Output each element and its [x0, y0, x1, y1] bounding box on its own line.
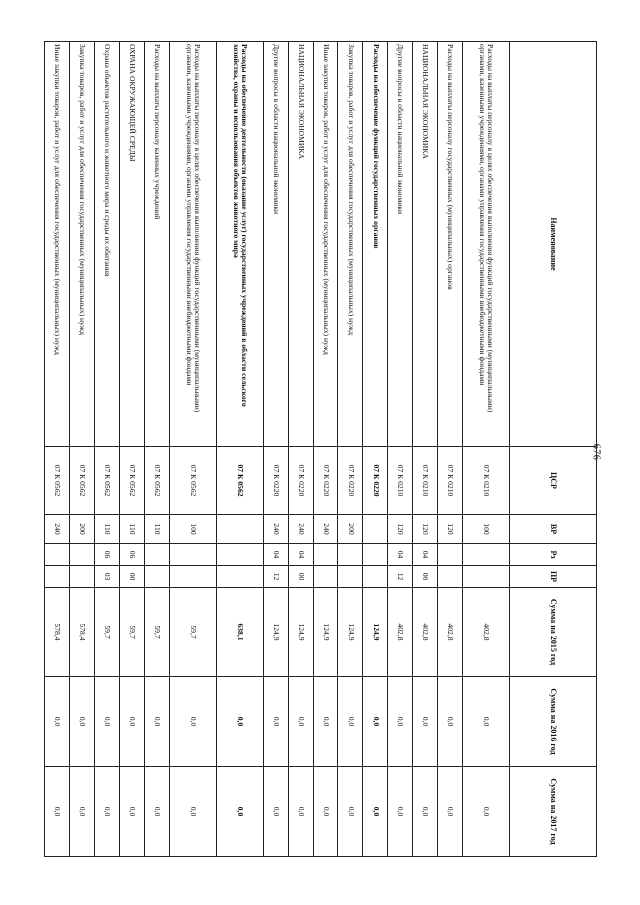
amount-2017-cell: 0,0 — [144, 766, 169, 856]
rz-cell — [216, 543, 263, 565]
vr-cell: 110 — [144, 514, 169, 543]
amount-2015-cell: 402,8 — [437, 587, 462, 676]
table-row — [119, 41, 144, 856]
amount-2015-cell: 578,4 — [44, 587, 69, 676]
vr-cell: 110 — [94, 514, 119, 543]
pr-cell: 12 — [387, 565, 412, 587]
pr-cell — [337, 565, 362, 587]
csr-cell: 07 К 0210 — [412, 446, 437, 514]
table-row — [94, 41, 119, 856]
table-body — [44, 41, 509, 856]
table-row — [169, 41, 216, 856]
csr-cell: 07 К 0562 — [216, 446, 263, 514]
amount-2017-cell: 0,0 — [362, 766, 387, 856]
rz-cell — [337, 543, 362, 565]
pr-cell — [462, 565, 509, 587]
name-cell: Расходы на выплаты персоналу государственных (муниципальных) органов — [437, 41, 462, 446]
name-cell: Расходы на выплаты персоналу казенных учреждений — [144, 41, 169, 446]
amount-2016-cell: 0,0 — [387, 676, 412, 766]
rz-cell: 06 — [119, 543, 144, 565]
name-cell: Охрана объектов растительного и животного мира и среды их обитания — [94, 41, 119, 446]
table-row — [313, 41, 338, 856]
pr-cell — [216, 565, 263, 587]
pr-cell: 00 — [288, 565, 313, 587]
name-cell: НАЦИОНАЛЬНАЯ ЭКОНОМИКА — [412, 41, 437, 446]
amount-2015-cell: 59,7 — [144, 587, 169, 676]
amount-2017-cell: 0,0 — [337, 766, 362, 856]
rz-cell — [144, 543, 169, 565]
rz-cell — [462, 543, 509, 565]
pr-cell — [44, 565, 69, 587]
vr-cell: 100 — [169, 514, 216, 543]
vr-cell: 100 — [462, 514, 509, 543]
pr-cell — [437, 565, 462, 587]
pr-cell — [313, 565, 338, 587]
pr-cell: 00 — [412, 565, 437, 587]
amount-2015-cell: 124,9 — [313, 587, 338, 676]
header-vr: ВР — [509, 514, 596, 543]
amount-2017-cell: 0,0 — [387, 766, 412, 856]
amount-2016-cell: 0,0 — [169, 676, 216, 766]
amount-2017-cell: 0,0 — [288, 766, 313, 856]
rz-cell: 04 — [288, 543, 313, 565]
amount-2015-cell: 124,9 — [337, 587, 362, 676]
name-cell: Иные закупки товаров, работ и услуг для обеспечения государственных (муниципальных) нужд — [44, 41, 69, 446]
amount-2016-cell: 0,0 — [216, 676, 263, 766]
rotated-table-container — [44, 41, 597, 856]
budget-table — [44, 41, 597, 857]
csr-cell: 07 К 0562 — [144, 446, 169, 514]
rz-cell — [437, 543, 462, 565]
amount-2016-cell: 0,0 — [313, 676, 338, 766]
amount-2016-cell: 0,0 — [119, 676, 144, 766]
amount-2017-cell: 0,0 — [44, 766, 69, 856]
amount-2017-cell: 0,0 — [263, 766, 288, 856]
amount-2016-cell: 0,0 — [263, 676, 288, 766]
pr-cell: 12 — [263, 565, 288, 587]
rz-cell: 04 — [412, 543, 437, 565]
csr-cell: 07 К 0562 — [169, 446, 216, 514]
amount-2016-cell: 0,0 — [337, 676, 362, 766]
csr-cell: 07 К 0210 — [462, 446, 509, 514]
header-2016: Сумма на 2016 год — [509, 676, 596, 766]
csr-cell: 07 К 0562 — [44, 446, 69, 514]
table-row — [387, 41, 412, 856]
pr-cell: 00 — [119, 565, 144, 587]
amount-2017-cell: 0,0 — [216, 766, 263, 856]
csr-cell: 07 К 0220 — [362, 446, 387, 514]
vr-cell: 240 — [263, 514, 288, 543]
rz-cell: 06 — [94, 543, 119, 565]
rz-cell — [69, 543, 94, 565]
table-row — [263, 41, 288, 856]
name-cell: Закупка товаров, работ и услуг для обеспечения государственных (муниципальных) нужд — [337, 41, 362, 446]
csr-cell: 07 К 0220 — [337, 446, 362, 514]
vr-cell: 120 — [437, 514, 462, 543]
header-pr: ПР — [509, 565, 596, 587]
name-cell: Закупка товаров, работ и услуг для обеспечения государственных (муниципальных) нужд — [69, 41, 94, 446]
rz-cell — [169, 543, 216, 565]
vr-cell: 110 — [119, 514, 144, 543]
pr-cell — [362, 565, 387, 587]
vr-cell: 240 — [288, 514, 313, 543]
csr-cell: 07 К 0220 — [263, 446, 288, 514]
rz-cell: 04 — [263, 543, 288, 565]
amount-2017-cell: 0,0 — [462, 766, 509, 856]
vr-cell: 240 — [313, 514, 338, 543]
table-row — [362, 41, 387, 856]
vr-cell: 200 — [69, 514, 94, 543]
name-cell: Иные закупки товаров, работ и услуг для обеспечения государственных (муниципальных) нужд — [313, 41, 338, 446]
amount-2015-cell: 124,9 — [263, 587, 288, 676]
amount-2015-cell: 402,8 — [412, 587, 437, 676]
vr-cell: 120 — [412, 514, 437, 543]
rz-cell — [313, 543, 338, 565]
amount-2015-cell: 59,7 — [119, 587, 144, 676]
table-row — [412, 41, 437, 856]
vr-cell: 200 — [337, 514, 362, 543]
csr-cell: 07 К 0210 — [437, 446, 462, 514]
amount-2017-cell: 0,0 — [94, 766, 119, 856]
amount-2017-cell: 0,0 — [412, 766, 437, 856]
amount-2016-cell: 0,0 — [288, 676, 313, 766]
table-row — [337, 41, 362, 856]
table-row — [462, 41, 509, 856]
name-cell: Расходы на обеспечение функций государственных органов — [362, 41, 387, 446]
header-2015: Сумма на 2015 год — [509, 587, 596, 676]
amount-2015-cell: 59,7 — [169, 587, 216, 676]
table-header-row — [509, 41, 596, 856]
rz-cell — [362, 543, 387, 565]
table-row — [216, 41, 263, 856]
name-cell: Другие вопросы в области национальной экономики — [263, 41, 288, 446]
amount-2017-cell: 0,0 — [119, 766, 144, 856]
header-csr: ЦСР — [509, 446, 596, 514]
amount-2016-cell: 0,0 — [362, 676, 387, 766]
amount-2016-cell: 0,0 — [437, 676, 462, 766]
amount-2017-cell: 0,0 — [169, 766, 216, 856]
csr-cell: 07 К 0210 — [387, 446, 412, 514]
table-row — [437, 41, 462, 856]
amount-2016-cell: 0,0 — [44, 676, 69, 766]
table-row — [144, 41, 169, 856]
vr-cell: 240 — [44, 514, 69, 543]
csr-cell: 07 К 0562 — [69, 446, 94, 514]
header-name: Наименование — [509, 41, 596, 446]
pr-cell: 03 — [94, 565, 119, 587]
name-cell: Расходы на выплаты персоналу в целях обеспечения выполнения функций государственными (муниципальными) органами, казенными учреждениями, органами управления государственными внебюджетными фондами — [462, 41, 509, 446]
csr-cell: 07 К 0220 — [288, 446, 313, 514]
name-cell: Другие вопросы в области национальной экономики — [387, 41, 412, 446]
csr-cell: 07 К 0562 — [119, 446, 144, 514]
amount-2017-cell: 0,0 — [437, 766, 462, 856]
pr-cell — [169, 565, 216, 587]
name-cell: Расходы на выплаты персоналу в целях обеспечения выполнения функций государственными (муниципальными) органами, казенными учреждениями, органами управления государственными внебюджетными фондами — [169, 41, 216, 446]
table-row — [44, 41, 69, 856]
amount-2015-cell: 124,9 — [362, 587, 387, 676]
csr-cell: 07 К 0220 — [313, 446, 338, 514]
pr-cell — [69, 565, 94, 587]
rz-cell — [44, 543, 69, 565]
name-cell: ОХРАНА ОКРУЖАЮЩЕЙ СРЕДЫ — [119, 41, 144, 446]
amount-2015-cell: 638,1 — [216, 587, 263, 676]
amount-2016-cell: 0,0 — [462, 676, 509, 766]
table-row — [69, 41, 94, 856]
name-cell: НАЦИОНАЛЬНАЯ ЭКОНОМИКА — [288, 41, 313, 446]
table-row — [288, 41, 313, 856]
amount-2017-cell: 0,0 — [69, 766, 94, 856]
amount-2015-cell: 402,8 — [462, 587, 509, 676]
vr-cell — [216, 514, 263, 543]
amount-2015-cell: 59,7 — [94, 587, 119, 676]
amount-2015-cell: 402,8 — [387, 587, 412, 676]
header-2017: Сумма на 2017 год — [509, 766, 596, 856]
csr-cell: 07 К 0562 — [94, 446, 119, 514]
amount-2016-cell: 0,0 — [144, 676, 169, 766]
name-cell: Расходы на обеспечение деятельности (оказание услуг) государственных учреждений в области сельского хозяйства, охраны и использования объектов животного мира — [216, 41, 263, 446]
vr-cell: 120 — [387, 514, 412, 543]
pr-cell — [144, 565, 169, 587]
amount-2017-cell: 0,0 — [313, 766, 338, 856]
rz-cell: 04 — [387, 543, 412, 565]
amount-2016-cell: 0,0 — [94, 676, 119, 766]
header-rz: Рз — [509, 543, 596, 565]
amount-2015-cell: 578,4 — [69, 587, 94, 676]
page-number: 676 — [590, 443, 602, 461]
amount-2016-cell: 0,0 — [412, 676, 437, 766]
vr-cell — [362, 514, 387, 543]
amount-2016-cell: 0,0 — [69, 676, 94, 766]
amount-2015-cell: 124,9 — [288, 587, 313, 676]
